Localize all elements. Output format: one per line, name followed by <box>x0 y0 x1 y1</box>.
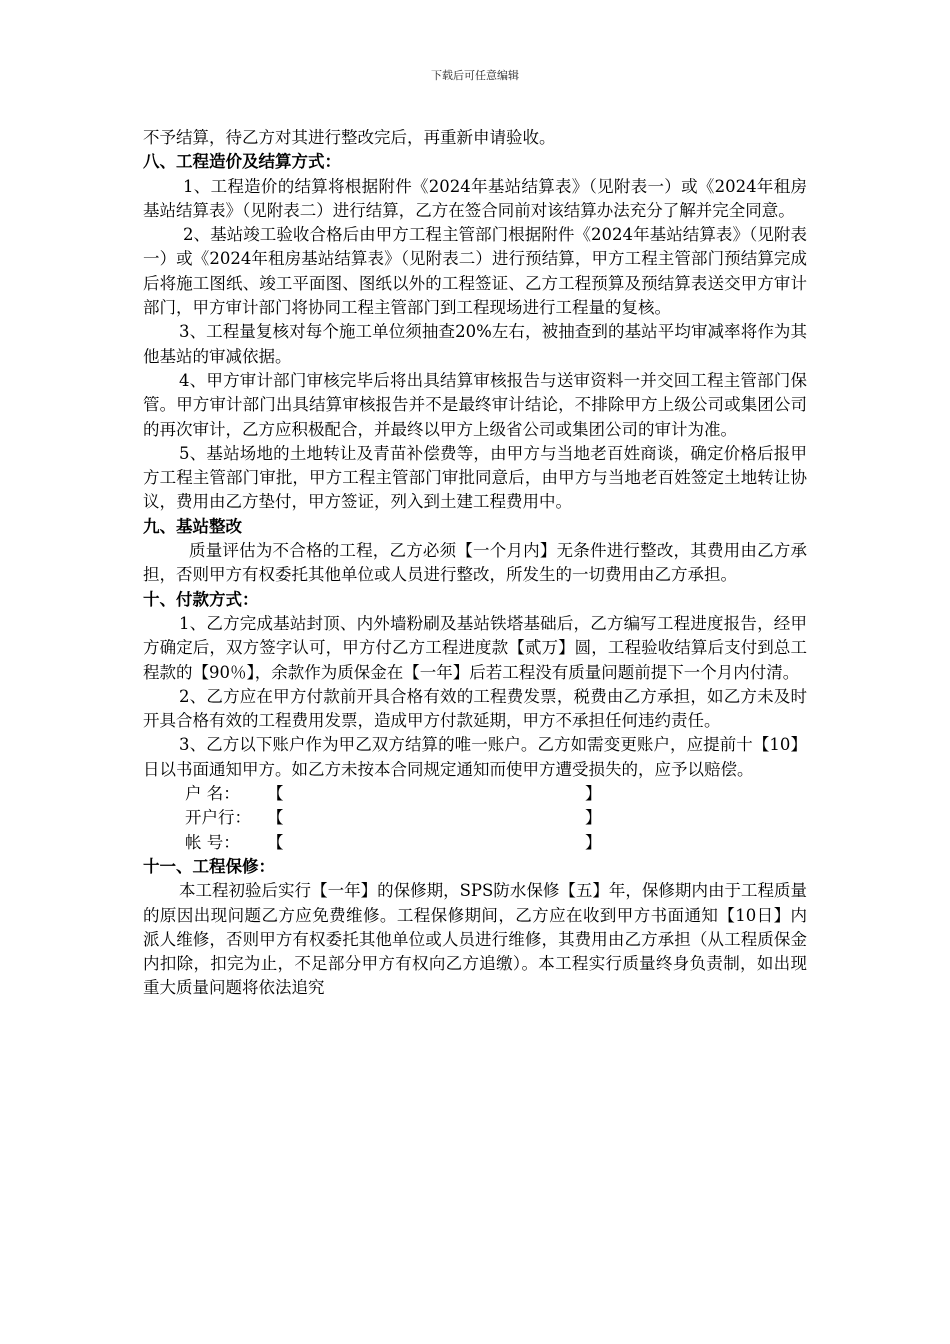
bank-row <box>143 806 807 830</box>
section-heading-10: 十、付款方式： <box>143 589 259 609</box>
paragraph: 不予结算，待乙方对其进行整改完后，再重新申请验收。 <box>143 128 556 147</box>
account-name-open-bracket: 【 <box>267 784 284 804</box>
paragraph: 2、乙方应在甲方付款前开具合格有效的工程费发票，税费由乙方承担，如乙方未及时开具合格有效的工程费用发票，造成甲方付款延期，甲方不承担任何违约责任。 <box>143 686 807 731</box>
section-heading-8: 八、工程造价及结算方式： <box>143 152 341 172</box>
account-number-open-bracket: 【 <box>267 832 284 852</box>
paragraph: 3、乙方以下账户作为甲乙双方结算的唯一账户。乙方如需变更账户，应提前十【10】日以书面通知甲方。如乙方未按本合同规定通知而使甲方遭受损失的，应予以赔偿。 <box>143 735 807 779</box>
account-name-row <box>143 782 807 806</box>
account-number-row <box>143 831 807 855</box>
paragraph: 3、工程量复核对每个施工单位须抽查20%左右，被抽查到的基站平均审减率将作为其他基站的审减依据。 <box>143 322 807 366</box>
bank-close-bracket: 】 <box>585 808 602 828</box>
account-name-close-bracket: 】 <box>585 784 602 804</box>
bank-open-bracket: 【 <box>267 808 284 828</box>
bank-label: 开户行： <box>185 808 251 828</box>
paragraph: 5、基站场地的土地转让及青苗补偿费等，由甲方与当地老百姓商谈，确定价格后报甲方工程主管部门审批，甲方工程主管部门审批同意后，由甲方与当地老百姓签定土地转让协议，费用由乙方垫付，甲方签证，列入到土建工程费用中。 <box>143 443 807 512</box>
document-body <box>143 126 807 1001</box>
paragraph: 质量评估为不合格的工程，乙方必须【一个月内】无条件进行整改，其费用由乙方承担，否则甲方有权委托其他单位或人员进行整改，所发生的一切费用由乙方承担。 <box>143 541 807 585</box>
paragraph: 1、工程造价的结算将根据附件《2024年基站结算表》（见附表一）或《2024年租房基站结算表》（见附表二）进行结算，乙方在签合同前对该结算办法充分了解并完全同意。 <box>143 176 807 220</box>
paragraph: 1、乙方完成基站封顶、内外墙粉刷及基站铁塔基础后，乙方编写工程进度报告，经甲方确定后，双方签字认可，甲方付乙方工程进度款【贰万】圆，工程验收结算后支付到总工程款的【90％】，余款作为质保金在【一年】后若工程没有质量问题前提下一个月内付清。 <box>143 613 807 682</box>
section-heading-11: 十一、工程保修： <box>143 856 275 876</box>
paragraph: 2、基站竣工验收合格后由甲方工程主管部门根据附件《2024年基站结算表》（见附表一）或《2024年租房基站结算表》（见附表二）进行预结算，甲方工程主管部门预结算完成后将施工图纸、竣工平面图、图纸以外的工程签证、乙方工程预算及预结算表送交甲方审计部门，甲方审计部门将协同工程主管部门到工程现场进行工程量的复核。 <box>143 225 807 318</box>
account-number-close-bracket: 】 <box>585 832 602 852</box>
paragraph: 本工程初验后实行【一年】的保修期，SPS防水保修【五】年，保修期内由于工程质量的原因出现问题乙方应免费维修。工程保修期间，乙方应在收到甲方书面通知【10日】内派人维修，否则甲方有权委托其他单位或人员进行维修，其费用由乙方承担（从工程质保金内扣除，扣完为止，不足部分甲方有权向乙方追缴）。本工程实行质量终身负责制，如出现重大质量问题将依法追究 <box>143 881 807 998</box>
section-heading-9: 九、基站整改 <box>143 516 242 536</box>
account-name-label: 户 名： <box>185 784 240 804</box>
paragraph: 4、甲方审计部门审核完毕后将出具结算审核报告与送审资料一并交回工程主管部门保管。甲方审计部门出具结算审核报告并不是最终审计结论，不排除甲方上级公司或集团公司的再次审计，乙方应积极配合，并最终以甲方上级省公司或集团公司的审计为准。 <box>143 370 807 439</box>
account-number-label: 帐 号： <box>185 832 240 852</box>
page-header: 下载后可任意编辑 <box>431 69 519 82</box>
